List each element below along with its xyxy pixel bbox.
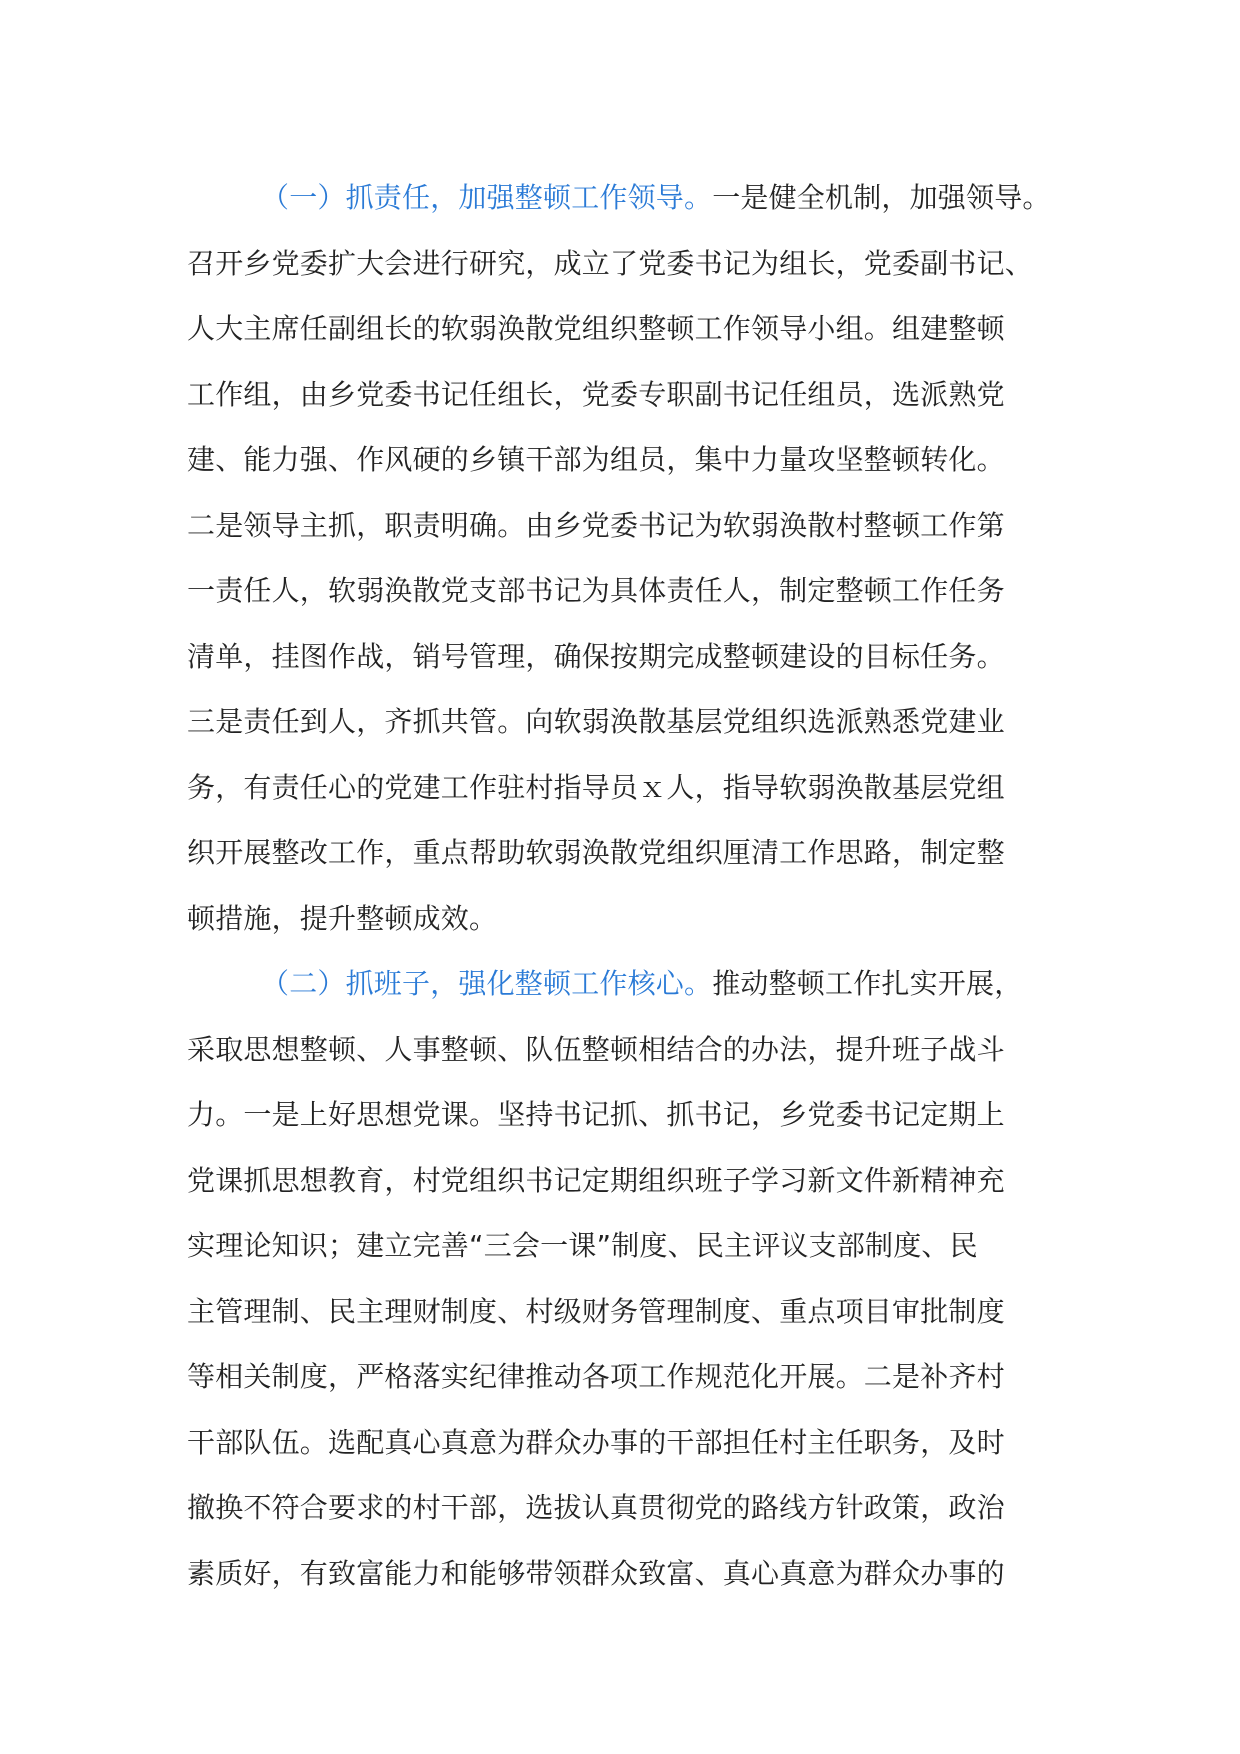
text-line: 织开展整改工作，重点帮助软弱涣散党组织厘清工作思路，制定整 — [187, 836, 1005, 869]
document-body — [187, 165, 1067, 1606]
section-2-first-line-text: 推动整顿工作扎实开展， — [712, 967, 1023, 1000]
text-line: 党课抓思想教育，村党组织书记定期组织班子学习新文件新精神充 — [187, 1163, 1005, 1197]
section-1-first-line-text: 一是健全机制，加强领导。 — [712, 181, 1051, 214]
section-2-first-line — [187, 951, 1067, 1017]
text-line: 一责任人，软弱涣散党支部书记为具体责任人，制定整顿工作任务 — [187, 574, 1005, 607]
section-1-first-line — [187, 165, 1067, 231]
section-1-heading: （一）抓责任，加强整顿工作领导。 — [261, 181, 713, 214]
text-line: 素质好，有致富能力和能够带领群众致富、真心真意为群众办事的 — [187, 1556, 1005, 1590]
text-line: 务，有责任心的党建工作驻村指导员ｘ人，指导软弱涣散基层党组 — [187, 770, 1005, 804]
text-line: 工作组，由乡党委书记任组长，党委专职副书记任组员，选派熟党 — [187, 377, 1005, 411]
text-line: 主管理制、民主理财制度、村级财务管理制度、重点项目审批制度 — [187, 1294, 1005, 1328]
text-line: 建、能力强、作风硬的乡镇干部为组员，集中力量攻坚整顿转化。 — [187, 443, 1005, 476]
text-line: 等相关制度，严格落实纪律推动各项工作规范化开展。二是补齐村 — [187, 1360, 1005, 1393]
text-line: 顿措施，提升整顿成效。 — [187, 901, 498, 935]
text-line: 力。一是上好思想党课。坚持书记抓、抓书记，乡党委书记定期上 — [187, 1098, 1005, 1131]
text-line: 干部队伍。选配真心真意为群众办事的干部担任村主任职务，及时 — [187, 1425, 1005, 1459]
section-2-paragraph — [187, 951, 1067, 1606]
section-2-heading: （二）抓班子，强化整顿工作核心。 — [261, 967, 713, 1000]
text-line: 人大主席任副组长的软弱涣散党组织整顿工作领导小组。组建整顿 — [187, 312, 1005, 345]
text-line: 采取思想整顿、人事整顿、队伍整顿相结合的办法，提升班子战斗 — [187, 1032, 1005, 1066]
section-1-paragraph — [187, 165, 1067, 951]
text-line: 召开乡党委扩大会进行研究，成立了党委书记为组长，党委副书记、 — [187, 246, 1034, 280]
text-line: 撤换不符合要求的村干部，选拔认真贯彻党的路线方针政策，政治 — [187, 1491, 1005, 1524]
text-line: 三是责任到人，齐抓共管。向软弱涣散基层党组织选派熟悉党建业 — [187, 705, 1005, 738]
text-line: 二是领导主抓，职责明确。由乡党委书记为软弱涣散村整顿工作第 — [187, 508, 1005, 542]
text-line: 清单，挂图作战，销号管理，确保按期完成整顿建设的目标任务。 — [187, 639, 1005, 673]
text-line: 实理论知识；建立完善“三会一课”制度、民主评议支部制度、民 — [187, 1229, 978, 1262]
